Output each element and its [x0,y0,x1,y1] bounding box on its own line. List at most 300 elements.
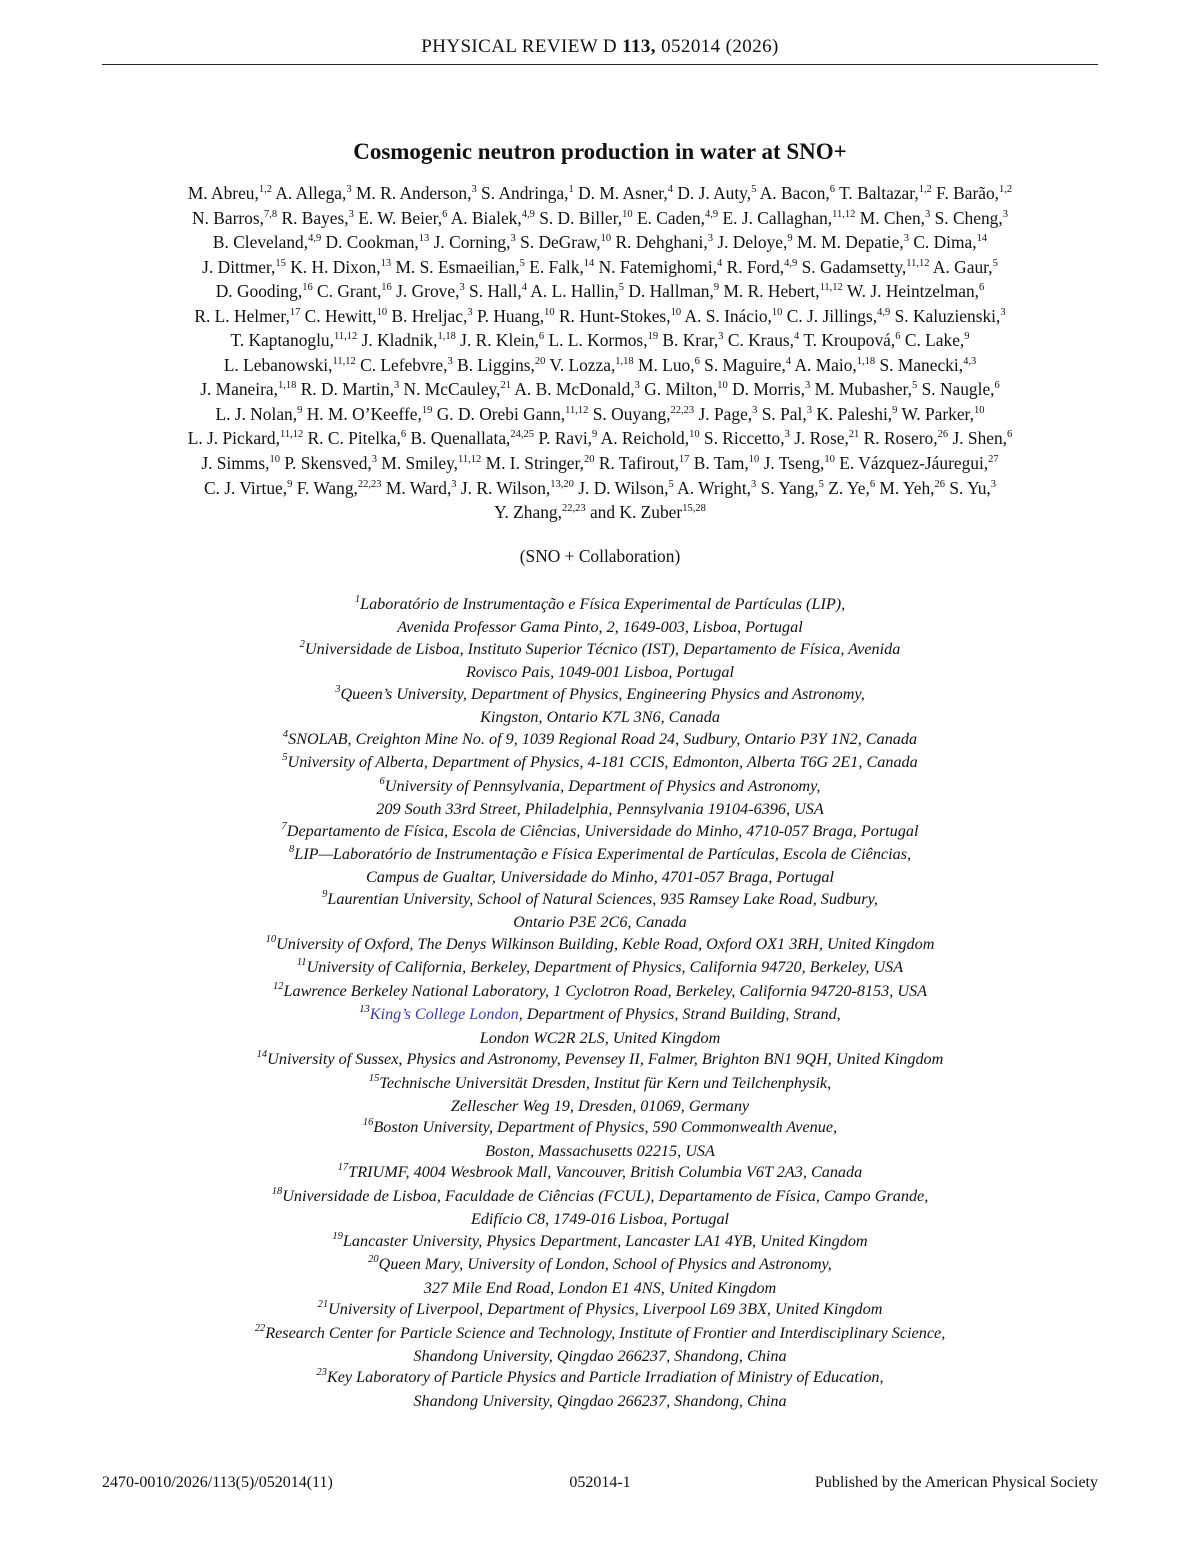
author-affiliation-index: 21 [500,380,511,392]
author-affiliation-index: 10 [771,306,783,318]
affiliation-text: Kingston, Ontario K7L 3N6, Canada [480,708,720,727]
author-name: A. Gaur, [932,256,993,277]
author-name: E. Vázquez-Jáuregui, [839,453,989,474]
author-name: B. Tam, [693,453,749,474]
author-name: N. McCauley, [403,379,501,400]
author-affiliation-index: 5 [618,282,624,294]
author-name: M. M. Depatie, [796,232,904,253]
affiliation-text: LIP—Laboratório de Instrumentação e Física Experimental de Partículas, Escola de Ciências, [294,844,912,863]
author-name: S. D. Biller, [539,207,623,228]
author-affiliation-index: 5 [992,257,998,269]
affiliation-line [102,1346,1098,1367]
author-name: R. Dehghani, [615,232,708,253]
author-name: R. C. Pitelka, [307,428,401,449]
author-name: J. D. Wilson, [578,477,669,498]
author-affiliation-index: 26 [937,429,949,441]
affiliation-index: 7 [281,820,287,832]
affiliation-index: 8 [288,843,295,855]
author-affiliation-index: 1 [568,184,574,195]
author-affiliation-index: 3 [718,331,724,343]
author-name: A. L. Hallin, [530,281,619,302]
affiliation-index: 23 [316,1367,327,1379]
affiliation-text: Queen’s University, Department of Physics, Engineering Physics and Astronomy, [340,684,865,703]
author-name: S. Hall, [469,281,522,302]
author-name: E. Caden, [636,207,706,228]
author-affiliation-index: 4,9 [877,306,891,318]
author-name: A. Reichold, [600,428,690,449]
author-name: S. Yu, [949,477,991,498]
author-affiliation-index: 3 [1000,306,1006,318]
affiliation-text: Avenida Professor Gama Pinto, 2, 1649-003, Lisboa, Portugal [397,618,803,637]
author-name: S. Kaluzienski, [894,305,1001,326]
author-name: F. Barão, [936,183,1000,203]
author-affiliation-index: 3 [806,404,812,416]
author-affiliation-index: 3 [805,380,811,392]
author-affiliation-index: 4 [717,257,723,269]
author-affiliation-index: 10 [824,454,835,466]
author-affiliation-index: 3 [707,233,713,245]
author-affiliation-index: 4,9 [705,208,719,220]
author-name: A. S. Inácio, [684,305,772,326]
author-affiliation-index: 10 [717,380,728,392]
author-line [102,306,1098,331]
author-line [102,232,1098,257]
author-affiliation-index: 3 [903,233,909,245]
author-affiliation-index: 3 [752,404,758,416]
author-name: A. Allega, [275,183,347,203]
author-name: Y. Zhang, [494,502,562,523]
author-affiliation-index: 6 [869,478,876,490]
author-name: H. M. O’Keeffe, [306,403,422,424]
author-affiliation-index: 24,25 [510,429,535,441]
header-rule [102,64,1098,65]
author-name: J. Page, [698,403,753,424]
author-affiliation-index: 1,18 [856,355,876,367]
author-name: E. J. Callaghan, [722,207,833,228]
author-name: N. Barros, [192,207,264,228]
author-affiliation-index: 13,20 [550,478,574,490]
author-name: J. Rose, [794,428,849,449]
author-affiliation-index: 5 [818,478,824,490]
author-name: R. Ford, [726,256,785,277]
author-name: J. Simms, [201,453,270,474]
author-name: R. Bayes, [281,207,349,228]
affiliation-text: Universidade de Lisboa, Instituto Superior Técnico (IST), Departamento de Física, Avenida [304,639,901,658]
author-name: A. Wright, [677,477,752,498]
affiliation-line [102,1162,1098,1185]
affiliation-text: Laboratório de Instrumentação e Física Experimental de Partículas (LIP), [360,595,846,613]
affiliation-text: Key Laboratory of Particle Physics and Particle Irradiation of Ministry of Education, [326,1368,884,1387]
affiliation-line [102,1209,1098,1230]
author-name: Z. Ye, [828,477,870,498]
author-affiliation-index: 17 [289,306,301,318]
author-affiliation-index: 10 [974,404,985,416]
author-affiliation-index: 14 [583,257,595,269]
author-affiliation-index: 3 [348,208,354,220]
author-name: R. Hunt-Stokes, [558,305,671,326]
author-line [102,404,1098,429]
author-affiliation-index: 1,2 [918,184,932,195]
author-name: F. Wang, [296,477,358,498]
author-name: B. Liggins, [457,354,535,375]
author-name: R. L. Helmer, [194,305,290,326]
affiliation-line [102,981,1098,1004]
author-affiliation-index: 4 [785,355,792,367]
author-affiliation-index: 15 [275,257,286,269]
affiliation-text: Zellescher Weg 19, Dresden, 01069, Germany [450,1096,750,1115]
author-name: V. Lozza, [549,354,616,375]
author-line [102,355,1098,380]
affiliation-text: TRIUMF, 4004 Wesbrook Mall, Vancouver, British Columbia V6T 2A3, Canada [348,1163,863,1182]
affiliation-line [102,594,1098,617]
author-name: S. Gadamsetty, [801,256,907,277]
author-affiliation-index: 4,9 [521,208,535,220]
affiliation-index: 15 [368,1072,380,1084]
author-name: J. Deloye, [717,232,788,253]
affiliation-index: 9 [322,888,328,900]
affiliation-index: 11 [296,957,307,969]
author-name: M. Chen, [859,207,925,228]
author-name: S. Yang, [760,477,819,498]
author-affiliation-index: 16 [381,282,392,294]
affiliation-text: University of Sussex, Physics and Astronomy, Pevensey II, Falmer, Brighton BN1 9QH, United Kingdom [267,1050,944,1069]
author-affiliation-index: 7,8 [263,208,278,220]
author-name: S. Ouyang, [592,403,671,424]
author-name: S. Naugle, [921,379,995,400]
author-affiliation-index: 19 [647,331,659,343]
author-affiliation-index: 5 [519,257,525,269]
author-affiliation-index: 6 [994,380,1000,392]
affiliation-line [102,752,1098,775]
author-affiliation-index: 10 [622,208,633,220]
affiliation-line [102,1096,1098,1117]
journal-header [102,36,1098,58]
author-affiliation-index: 10 [748,454,760,466]
author-name: L. J. Nolan, [215,403,298,424]
author-line [102,502,1098,527]
author-name: A. Maio, [794,354,857,375]
author-name: J. Kladnik, [361,330,438,351]
affiliation-index: 16 [362,1117,374,1129]
author-affiliation-index: 26 [934,478,946,490]
author-affiliation-index: 10 [689,429,700,441]
affiliation-index: 12 [272,980,284,992]
author-name: C. Lake, [904,330,965,351]
author-affiliation-index: 6 [1007,429,1013,441]
author-name: C. J. Jillings, [786,305,878,326]
author-affiliation-index: 16 [302,282,313,294]
author-affiliation-index: 17 [678,454,690,466]
author-affiliation-index: 3 [451,478,457,490]
author-affiliation-index: 1,18 [277,380,297,392]
author-name: T. Kaptanoglu, [230,330,334,351]
author-affiliation-index: 19 [421,404,433,416]
footer-page-number: 052014-1 [569,1474,631,1491]
author-name: G. Milton, [644,379,718,400]
author-name: S. Manecki, [879,354,964,375]
author-name: A. Bacon, [759,183,830,203]
affiliation-text: Ontario P3E 2C6, Canada [513,913,687,932]
affiliation-text: Technische Universität Dresden, Institut für Kern und Teilchenphysik, [379,1073,832,1092]
author-affiliation-index: 3 [634,380,640,392]
author-name: D. Morris, [732,379,806,400]
author-affiliation-index: 4 [521,282,527,294]
author-name: J. Dittmer, [202,256,276,277]
author-affiliation-index: 13 [380,257,392,269]
author-affiliation-index: 3 [924,208,931,220]
author-name: C. J. Virtue, [203,477,288,498]
journal-name: PHYSICAL REVIEW D [421,36,617,57]
author-affiliation-index: 10 [600,233,612,245]
author-name: S. Maguire, [704,354,786,375]
author-affiliation-index: 10 [269,454,280,466]
affiliation-line [102,934,1098,957]
author-affiliation-index: 3 [784,429,790,441]
affiliation-index: 5 [282,752,288,764]
affiliation-line [102,1141,1098,1162]
author-affiliation-index: 10 [376,306,388,318]
author-affiliation-index: 11,12 [332,355,356,367]
author-affiliation-index: 3 [471,184,477,195]
affiliation-text: London WC2R 2LS, United Kingdom [479,1028,721,1047]
author-name: J. Maneira, [200,379,278,400]
author-affiliation-index: 4 [794,331,800,343]
affiliation-line [102,912,1098,933]
collaboration-name: (SNO + Collaboration) [519,546,681,566]
affiliation-text: Lancaster University, Physics Department, Lancaster LA1 4YB, United Kingdom [342,1231,868,1250]
author-name: K. Paleshi, [816,403,893,424]
author-name: W. Parker, [901,403,975,424]
affiliation-line [102,1254,1098,1277]
author-affiliation-index: 9 [964,331,970,343]
author-affiliation-index: 4,9 [308,233,322,245]
author-name: M. Yeh, [879,477,935,498]
affiliation-line [102,776,1098,799]
author-affiliation-index: 22,23 [670,404,695,416]
author-name: and K. Zuber [589,502,683,523]
affiliation-text: Shandong University, Qingdao 266237, Shandong, China [413,1346,787,1365]
author-affiliation-index: 9 [297,404,303,416]
author-affiliation-index: 6 [895,331,901,343]
author-name: C. Kraus, [727,330,795,351]
affiliation-line [102,1278,1098,1299]
author-name: R. D. Martin, [300,379,394,400]
author-affiliation-index: 3 [510,233,516,245]
author-affiliation-index: 9 [592,429,598,441]
author-affiliation-index: 5 [751,184,757,195]
author-name: B. Cleveland, [212,232,309,253]
affiliation-line [102,957,1098,980]
affiliation-text: University of California, Berkeley, Department of Physics, California 94720, Berkeley, USA [306,958,904,977]
affiliation-line [102,1028,1098,1049]
author-name: D. Gooding, [215,281,303,302]
author-name: T. Baltazar, [839,183,919,203]
author-name: R. Rosero, [863,428,938,449]
affiliation-text: Edifício C8, 1749-016 Lisboa, Portugal [470,1210,730,1229]
author-affiliation-index: 1,2 [999,184,1013,195]
author-affiliation-index: 9 [892,404,898,416]
author-name: M. Luo, [638,354,695,375]
author-name: A. B. McDonald, [514,379,635,400]
affiliation-text: University of Liverpool, Department of Physics, Liverpool L69 3BX, United Kingdom [328,1300,883,1319]
article-number: 052014 (2026) [661,36,779,57]
affiliation-text: Queen Mary, University of London, School of Physics and Astronomy, [378,1255,832,1274]
author-affiliation-index: 14 [976,233,988,245]
author-name: S. Riccetto, [703,428,785,449]
author-affiliation-index: 11,12 [819,282,843,294]
author-line [102,281,1098,306]
author-name: C. Lefebvre, [360,354,448,375]
author-name: M. S. Esmaeilian, [395,256,520,277]
author-name: E. W. Beier, [358,207,443,228]
paper-title: Cosmogenic neutron production in water at SNO+ [353,139,847,164]
author-name: C. Dima, [913,232,977,253]
affiliation-text: Laurentian University, School of Natural Sciences, 935 Ramsey Lake Road, Sudbury, [327,889,878,908]
author-name: P. Skensved, [284,453,372,474]
affiliation-line [102,1186,1098,1209]
author-name: M. Ward, [385,477,452,498]
author-affiliation-index: 22,23 [357,478,382,490]
author-affiliation-index: 4,3 [963,355,977,367]
affiliation-index: 22 [254,1322,266,1334]
affiliation-index: 17 [337,1162,349,1174]
affiliation-line [102,821,1098,844]
author-affiliation-index: 11,12 [333,331,358,343]
affiliation-line [102,639,1098,662]
footer-publisher: Published by the American Physical Society [814,1474,1098,1491]
affiliation-line [102,729,1098,752]
affiliation-text: SNOLAB, Creighton Mine No. of 9, 1039 Regional Road 24, Sudbury, Ontario P3Y 1N2, Canada [288,729,918,748]
author-name: B. Quenallata, [410,428,511,449]
author-line [102,257,1098,282]
author-affiliation-index: 21 [848,429,860,441]
author-name: J. R. Wilson, [460,477,551,498]
author-affiliation-index: 1,2 [258,184,272,195]
affiliation-line [102,1367,1098,1390]
affiliation-text: University of Pennsylvania, Department of Physics and Astronomy, [384,776,821,795]
author-name: S. DeGraw, [520,232,601,253]
author-line [102,208,1098,233]
author-name: N. Fatemighomi, [598,256,718,277]
author-affiliation-index: 5 [911,380,918,392]
affiliation-line [102,1049,1098,1072]
author-list [102,183,1098,527]
author-line [102,453,1098,478]
author-name: B. Krar, [662,330,719,351]
author-affiliation-index: 3 [447,355,453,367]
affiliation-line [102,662,1098,683]
author-affiliation-index: 20 [534,355,546,367]
author-affiliation-index: 6 [400,429,407,441]
affiliation-text: Shandong University, Qingdao 266237, Shandong, China [413,1391,787,1410]
author-affiliation-index: 6 [442,208,448,220]
author-affiliation-index: 22,23 [561,503,586,515]
author-affiliation-index: 3 [459,282,465,294]
affiliation-line [102,1004,1098,1027]
author-line [102,478,1098,503]
affiliation-line [102,844,1098,867]
author-name: P. Ravi, [538,428,593,449]
author-line [102,183,1098,208]
author-affiliation-index: 9 [287,478,293,490]
author-name: M. Mubasher, [814,379,912,400]
affiliation-line [102,889,1098,912]
affiliation-line [102,867,1098,888]
author-name: L. J. Pickard, [187,428,280,449]
journal-volume: 113, [622,36,656,57]
author-name: M. Abreu, [187,183,259,203]
author-name: J. Grove, [396,281,460,302]
affiliation-index: 18 [271,1185,283,1197]
author-name: M. R. Anderson, [355,183,472,203]
author-affiliation-index: 3 [751,478,757,490]
author-affiliation-index: 11,12 [458,454,482,466]
affiliation-line [102,1323,1098,1346]
author-name: C. Grant, [317,281,382,302]
affiliation-link[interactable]: King’s College London [369,1005,519,1024]
author-affiliation-index: 9 [787,233,793,245]
affiliation-line [102,1073,1098,1096]
affiliation-index: 3 [335,683,341,695]
author-affiliation-index: 10 [670,306,682,318]
author-affiliation-index: 11,12 [565,404,589,416]
author-name: D. Cookman, [325,232,419,253]
author-name: L. Lebanowski, [223,354,333,375]
author-name: P. Huang, [476,305,545,326]
author-name: J. Tseng, [763,453,825,474]
author-name: M. Smiley, [381,453,459,474]
affiliation-text: Boston, Massachusetts 02215, USA [485,1141,715,1160]
author-affiliation-index: 1,18 [615,355,634,367]
author-name: E. Falk, [529,256,584,277]
affiliation-text: 327 Mile End Road, London E1 4NS, United Kingdom [423,1278,777,1297]
author-name: W. J. Heintzelman, [846,281,980,302]
author-affiliation-index: 11,12 [906,257,930,269]
affiliation-line [102,1391,1098,1412]
affiliation-index: 4 [282,728,289,740]
author-name: M. I. Stringer, [485,453,584,474]
author-name: J. Corning, [433,232,511,253]
affiliation-text: 209 South 33rd Street, Philadelphia, Pennsylvania 19104-6396, USA [376,800,824,819]
author-affiliation-index: 3 [346,184,352,195]
author-affiliation-index: 3 [1002,208,1008,220]
author-name: K. H. Dixon, [290,256,381,277]
author-affiliation-index: 6 [829,184,836,195]
affiliation-index: 21 [317,1299,329,1311]
author-affiliation-index: 6 [694,355,700,367]
author-affiliation-index: 11,12 [832,208,856,220]
author-name: J. Shen, [952,428,1008,449]
author-affiliation-index: 6 [538,331,545,343]
affiliation-text: Lawrence Berkeley National Laboratory, 1 Cyclotron Road, Berkeley, California 94720-8153, USA [283,981,927,1000]
affiliation-index: 2 [299,638,305,650]
affiliation-text: Rovisco Pais, 1049-001 Lisboa, Portugal [466,663,734,682]
affiliation-line [102,1299,1098,1322]
author-name: D. J. Auty, [677,183,752,203]
affiliation-text: , Department of Physics, Strand Building, Strand, [518,1005,841,1024]
affiliation-index: 1 [354,594,361,605]
author-name: D. M. Asner, [578,183,668,203]
author-affiliation-index: 4 [667,184,673,195]
author-name: J. R. Klein, [460,330,539,351]
author-affiliation-index: 6 [979,282,985,294]
author-affiliation-index: 10 [544,306,555,318]
author-affiliation-index: 20 [583,454,595,466]
affiliation-line [102,684,1098,707]
author-name: T. Kroupová, [803,330,896,351]
affiliation-index: 14 [256,1049,268,1061]
author-affiliation-index: 3 [990,478,997,490]
